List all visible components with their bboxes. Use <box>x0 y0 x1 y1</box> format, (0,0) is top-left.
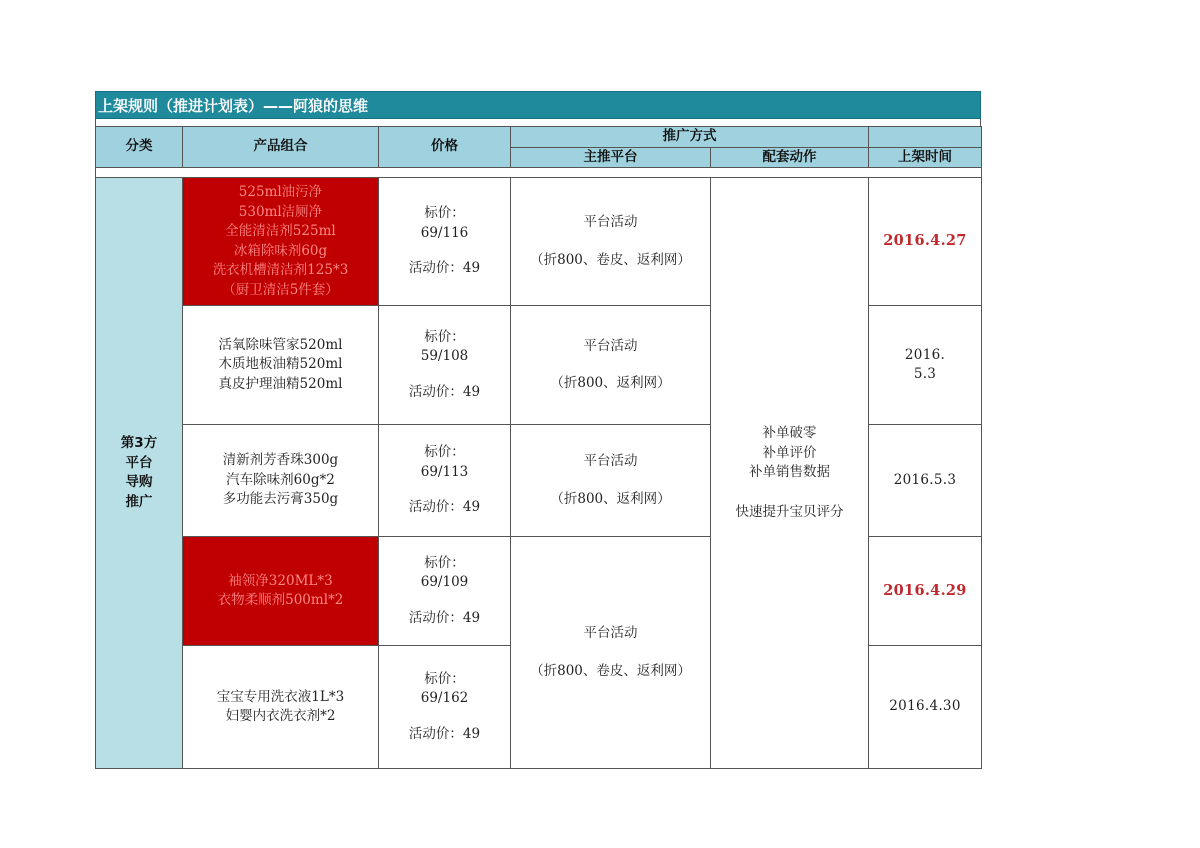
price-cell <box>379 178 511 306</box>
cell-text: 活动价：49 <box>408 725 481 742</box>
cell-text: 活动价：49 <box>408 260 481 277</box>
cell-text: 真皮护理油精520ml <box>218 375 343 392</box>
cell-text: 平台活动 <box>583 453 638 469</box>
cell-text: 活动价：49 <box>408 383 481 400</box>
cell-text: 第3方 <box>120 435 158 451</box>
cell-text: 多功能去污膏350g <box>222 491 339 508</box>
product-cell <box>183 646 379 769</box>
launch-date-cell <box>869 178 982 306</box>
cell-text: 标价： <box>424 205 465 222</box>
cell-text: 活动价：49 <box>408 499 481 516</box>
plan-table <box>95 126 982 769</box>
cell-text: 衣物柔顺剂500ml*2 <box>217 592 344 608</box>
header-products: 产品组合 <box>183 127 379 168</box>
cell-text: （折800、卷皮、返利网） <box>530 662 691 679</box>
cell-text: 补单销售数据 <box>749 464 830 480</box>
product-cell-highlighted <box>183 537 379 646</box>
header-support-action: 配套动作 <box>711 147 869 168</box>
launch-date-cell <box>869 306 982 425</box>
cell-text: 平台活动 <box>583 625 638 641</box>
cell-text: 69/113 <box>420 463 469 480</box>
price-cell <box>379 537 511 646</box>
cell-text: 69/116 <box>420 224 469 241</box>
cell-text: 2016.4.29 <box>883 581 967 599</box>
cell-text: 标价： <box>424 444 465 461</box>
cell-text: 69/109 <box>420 574 469 591</box>
header-blank <box>869 127 982 148</box>
price-cell <box>379 306 511 425</box>
cell-text: 补单破零 <box>762 425 817 441</box>
cell-text: 活动价：49 <box>408 609 481 626</box>
launch-date-cell <box>869 646 982 769</box>
cell-text: 2016.4.27 <box>883 232 967 250</box>
cell-text: 全能清洁剂525ml <box>225 223 336 239</box>
cell-text: 汽车除味剂60g*2 <box>226 471 335 488</box>
cell-text: （折800、返利网） <box>550 375 671 391</box>
cell-text: 木质地板油精520ml <box>218 356 343 373</box>
product-cell-highlighted <box>183 178 379 306</box>
cell-text: 标价： <box>424 554 465 571</box>
cell-text: 59/108 <box>420 348 469 365</box>
header-category: 分类 <box>96 127 183 168</box>
cell-text: 标价： <box>424 328 465 345</box>
cell-text: 2016.5.3 <box>893 471 957 488</box>
launch-date-cell <box>869 537 982 646</box>
header-promo: 推广方式 <box>511 127 869 148</box>
support-action-cell <box>711 178 869 769</box>
cell-text: 标价： <box>424 670 465 687</box>
cell-text: 清新剂芳香珠300g <box>222 452 339 469</box>
header-launch-time: 上架时间 <box>869 147 982 168</box>
cell-text: 69/162 <box>420 690 469 707</box>
platform-cell <box>511 306 711 425</box>
cell-text: 2016.4.30 <box>889 698 961 715</box>
header-spacer-row <box>96 168 982 178</box>
cell-text: 平台活动 <box>583 214 638 230</box>
cell-text: 补单评价 <box>762 444 817 461</box>
price-cell <box>379 646 511 769</box>
cell-text: 导购 <box>125 474 153 490</box>
cell-text: 平台 <box>125 454 153 471</box>
title-spacer-row <box>95 119 981 126</box>
cell-text: 宝宝专用洗衣液1L*3 <box>216 688 345 705</box>
cell-text: 平台活动 <box>583 337 638 354</box>
cell-text: 洗衣机槽清洁剂125*3 <box>212 262 349 278</box>
cell-text: 冰箱除味剂60g <box>233 242 328 259</box>
header-price: 价格 <box>379 127 511 168</box>
cell-text: （折800、卷皮、返利网） <box>530 251 691 268</box>
category-cell <box>96 178 183 769</box>
sheet-title: 上架规则（推进计划表）——阿狼的思维 <box>95 91 981 119</box>
header-main-platform: 主推平台 <box>511 147 711 168</box>
platform-cell <box>511 425 711 537</box>
cell-text: 袖领净320ML*3 <box>228 572 333 589</box>
cell-text: 2016. <box>904 346 946 363</box>
platform-cell <box>511 178 711 306</box>
cell-text: （厨卫清洁5件套） <box>222 281 339 298</box>
platform-cell-merged <box>511 537 711 769</box>
product-cell <box>183 306 379 425</box>
cell-text: 活氧除味管家520ml <box>218 336 343 353</box>
cell-text: 5.3 <box>913 366 937 382</box>
cell-text: 525ml油污净 <box>238 184 323 200</box>
product-cell <box>183 425 379 537</box>
cell-text: 推广 <box>125 493 153 510</box>
cell-text: 530ml洁厕净 <box>238 203 323 220</box>
launch-date-cell <box>869 425 982 537</box>
cell-text: 快速提升宝贝评分 <box>735 503 844 520</box>
cell-text: （折800、返利网） <box>550 490 671 507</box>
price-cell <box>379 425 511 537</box>
cell-text: 妇婴内衣洗衣剂*2 <box>225 708 336 724</box>
